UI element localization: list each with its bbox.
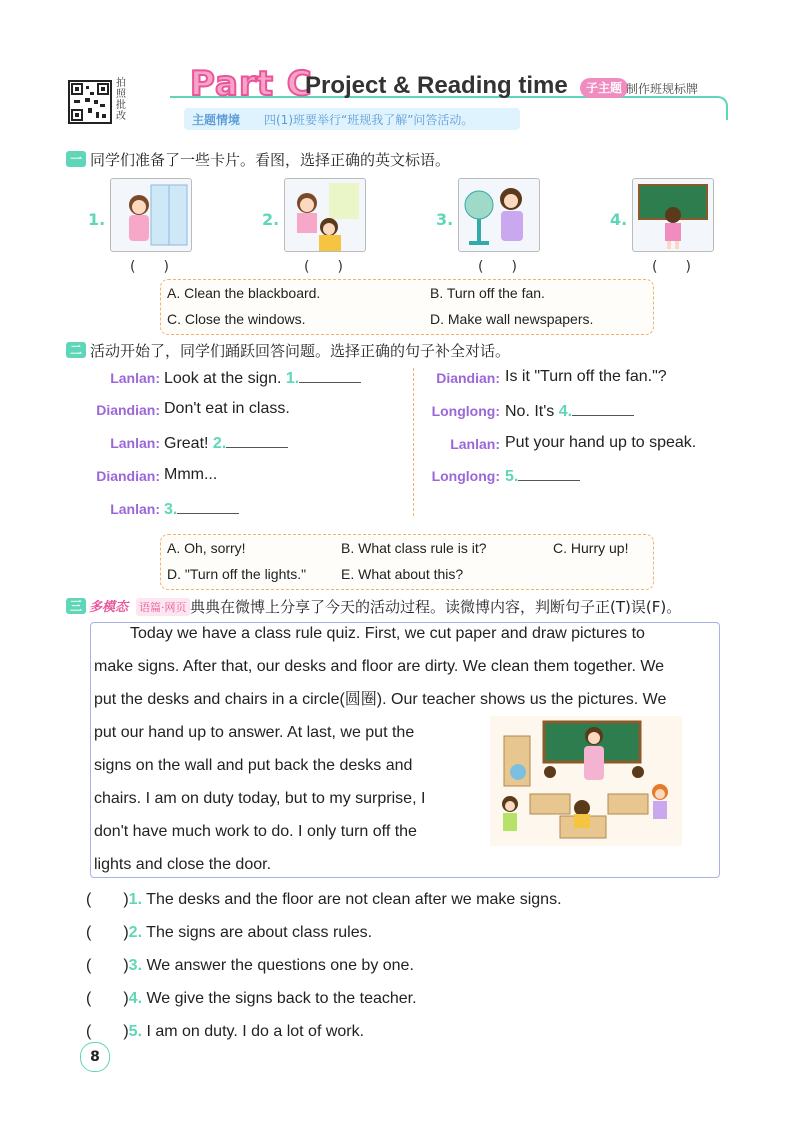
dialogue-right-3: Put your hand up to speak. [505,434,697,451]
blank-1[interactable] [299,368,361,383]
tf-paren-2[interactable]: ( ) [86,924,129,941]
blank-4[interactable] [572,401,634,416]
picture-1-number: 1. [88,210,106,229]
section-1-title: 同学们准备了一些卡片。看图，选择正确的英文标语。 [90,151,451,169]
section-1-number: 一 [66,151,86,167]
scan-label: 拍照批改 [116,78,126,122]
picture-2-number: 2. [262,210,280,229]
speaker-right-4: Longlong: [431,468,500,484]
answer-paren-1[interactable]: ( ) [130,259,169,275]
passage-line-1: Today we have a class rule quiz. First, we cut paper and draw pictures to [130,625,645,642]
speaker-left-2: Diandian: [96,402,160,418]
blank-3[interactable] [177,499,239,514]
dialogue-left-2: Don't eat in class. [164,400,290,417]
dialogue-left-4: Mmm... [164,466,218,483]
section-3-number: 三 [66,598,86,614]
tf-paren-1[interactable]: ( ) [86,891,129,908]
passage-line-7: don't have much work to do. I only turn off the [94,823,417,840]
passage-line-3: put the desks and chairs in a circle(圆圈). Our teacher shows us the pictures. We [94,691,667,708]
picture-2-kids-newspaper [284,178,366,252]
genre-tag: 语篇·网页 [136,598,190,616]
speaker-right-1: Diandian: [436,370,500,386]
theme-text: 四(1)班要举行“班规我了解”问答活动。 [264,113,474,127]
tf-paren-5[interactable]: ( ) [86,1023,129,1040]
page-number: 8 [80,1042,110,1072]
picture-3-number: 3. [436,210,454,229]
speaker-left-1: Lanlan: [110,370,160,386]
picture-3-girl-fan [458,178,540,252]
tf-statement-1: ( )1. The desks and the floor are not clean after we make signs. [86,891,562,908]
picture-4-girl-blackboard [632,178,714,252]
option-2a: A. Oh, sorry! [167,540,246,556]
speaker-right-2: Longlong: [431,403,500,419]
tf-statement-4: ( )4. We give the signs back to the teacher. [86,990,417,1007]
picture-1-girl-window [110,178,192,252]
option-1b: B. Turn off the fan. [430,285,545,301]
subtopic-text: 制作班规标牌 [626,82,699,96]
subtopic-badge: 子主题 [580,78,628,98]
theme-label: 主题情境 [192,113,241,127]
option-2c: C. Hurry up! [553,540,629,556]
speaker-left-3: Lanlan: [110,435,160,451]
tf-statement-3: ( )3. We answer the questions one by one. [86,957,414,974]
part-label: Part C [190,64,313,104]
multimodal-tag: 多模态 [89,600,129,615]
blank-5[interactable] [518,466,580,481]
dialogue-left-5: 3. [164,499,239,519]
section-2-title: 活动开始了，同学们踊跃回答问题。选择正确的句子补全对话。 [90,342,511,360]
option-2e: E. What about this? [341,566,464,582]
speaker-left-5: Lanlan: [110,501,160,517]
tf-paren-4[interactable]: ( ) [86,990,129,1007]
passage-line-5: signs on the wall and put back the desks and [94,757,413,774]
speaker-right-3: Lanlan: [450,436,500,452]
tf-paren-3[interactable]: ( ) [86,957,129,974]
section-2-number: 二 [66,342,86,358]
dialogue-right-2: No. It's 4. [505,401,634,421]
picture-4-number: 4. [610,210,628,229]
passage-line-4: put our hand up to answer. At last, we put the [94,724,415,741]
tf-statement-5: ( )5. I am on duty. I do a lot of work. [86,1023,365,1040]
classroom-illustration [490,716,682,846]
dialogue-right-1: Is it "Turn off the fan."? [505,368,667,385]
speaker-left-4: Diandian: [96,468,160,484]
page-title: Project & Reading time [305,72,568,99]
option-2d: D. "Turn off the lights." [167,566,307,582]
option-1d: D. Make wall newspapers. [430,311,594,327]
option-1a: A. Clean the blackboard. [167,285,321,301]
passage-line-2: make signs. After that, our desks and floor are dirty. We clean them together. We [94,658,665,675]
dialogue-right-4: 5. [505,466,580,486]
section-3-title: 典典在微博上分享了今天的活动过程。读微博内容，判断句子正(T)误(F)。 [190,598,682,616]
qr-code[interactable] [68,80,112,124]
option-2b: B. What class rule is it? [341,540,487,556]
passage-line-8: lights and close the door. [94,856,272,873]
blank-2[interactable] [226,433,288,448]
dialogue-left-3: Great! 2. [164,433,288,453]
dialogue-left-1: Look at the sign. 1. [164,368,361,388]
answer-paren-4[interactable]: ( ) [652,259,691,275]
tf-statement-2: ( )2. The signs are about class rules. [86,924,373,941]
passage-line-6: chairs. I am on duty today, but to my surprise, I [94,790,426,807]
answer-paren-3[interactable]: ( ) [478,259,517,275]
answer-paren-2[interactable]: ( ) [304,259,343,275]
option-1c: C. Close the windows. [167,311,306,327]
